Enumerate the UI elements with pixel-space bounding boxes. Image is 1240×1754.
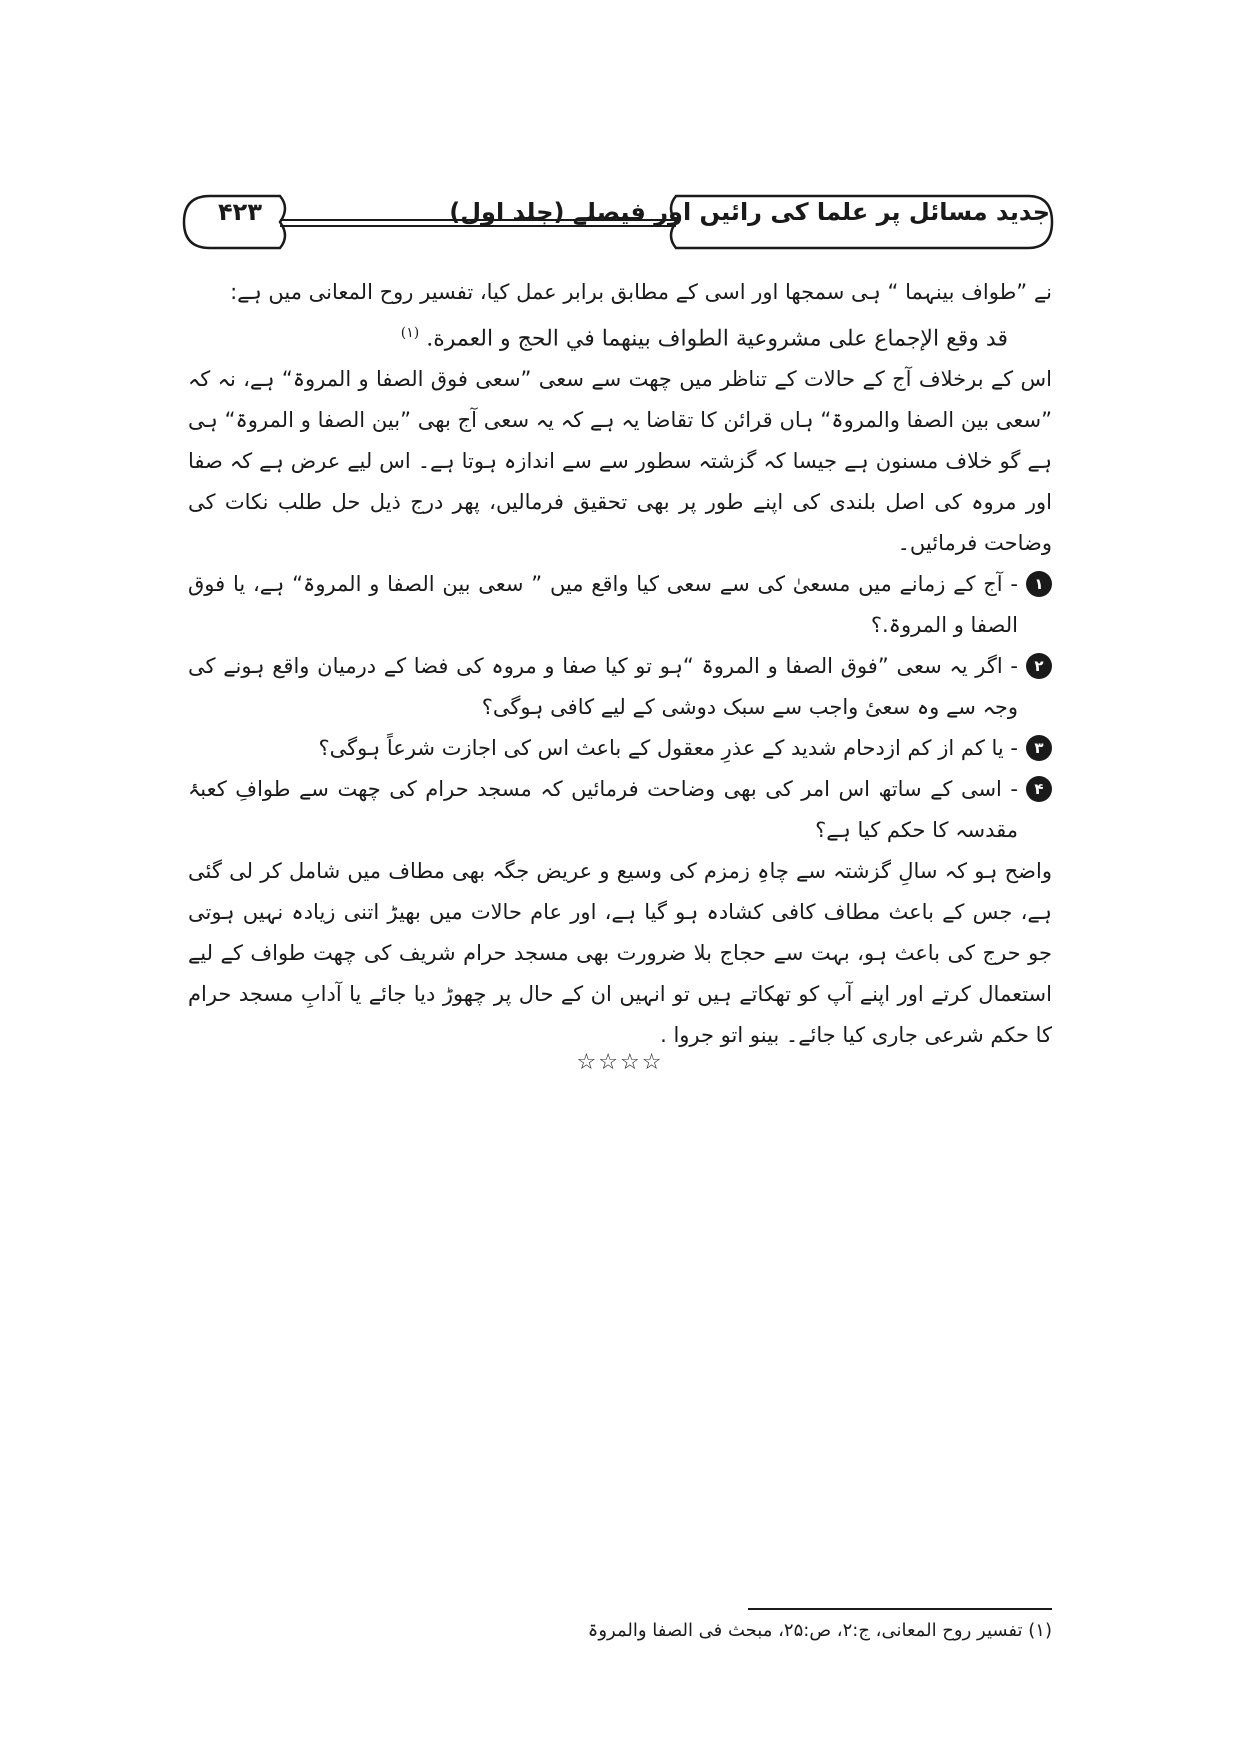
question-text: - آج کے زمانے میں مسعیٰ کی سے سعی کیا واقع میں ” سعی بین الصفا و المروۃ“ ہے، یا فوق الصفا و المروۃ.؟ xyxy=(188,572,1018,638)
question-text: - یا کم از کم ازدحام شدید کے عذرِ معقول کے باعث اس کی اجازت شرعاً ہوگی؟ xyxy=(318,736,1018,761)
question-number-badge: ۲ xyxy=(1026,653,1052,679)
intro-line: نے ”طواف بینہما “ ہی سمجھا اور اسی کے مطابق برابر عمل کیا، تفسیر روح المعانی میں ہے: xyxy=(230,280,1052,304)
main-text xyxy=(188,272,1052,1056)
paragraph-2: واضح ہو کہ سالِ گزشتہ سے چاہِ زمزم کی وسیع و عریض جگہ بھی مطاف میں شامل کر لی گئی ہے، جس کے باعث مطاف کافی کشادہ ہو گیا ہے، اور عام حالات میں بھیڑ اتنی زیادہ نہیں ہوتی جو حرج کی باعث ہو، بہت سے حجاج بلا ضرورت بھی مسجد حرام شریف کی چھت طواف کے لیے استعمال کرتے اور اپنے آپ کو تھکاتے ہیں تو انہیں ان کے حال پر چھوڑ دیا جائے یا آدابِ مسجد حرام کا حکم شرعی جاری کیا جائے۔ بینو اتو جروا . xyxy=(188,859,1052,1048)
question-3 xyxy=(188,728,1052,769)
footnote-reference: (۱) xyxy=(400,325,420,341)
question-2 xyxy=(188,646,1052,728)
arabic-quote xyxy=(188,313,1052,359)
page-number: ۴۲۳ xyxy=(218,198,262,226)
question-text: - اگر یہ سعی ”فوق الصفا و المروۃ “ہو تو کیا صفا و مروہ کی فضا کے درمیان واقع ہونے کی وجہ سے وہ سعیٔ واجب سے سبک دوشی کے لیے کافی ہوگی؟ xyxy=(188,654,1018,720)
question-1 xyxy=(188,564,1052,646)
footnote: (۱) تفسیر روح المعانی، ج:۲، ص:۲۵، مبحث فی الصفا والمروۃ xyxy=(587,1620,1052,1641)
question-4 xyxy=(188,769,1052,851)
question-text: - اسی کے ساتھ اس امر کی بھی وضاحت فرمائیں کہ مسجد حرام کی چھت سے طوافِ کعبۂ مقدسہ کا حکم کیا ہے؟ xyxy=(188,777,1018,843)
running-header-title: جدید مسائل پر علما کی رائیں اور فیصلے (جلد اول) xyxy=(449,198,1050,226)
question-number-badge: ۳ xyxy=(1026,735,1052,761)
arabic-quote-text: قد وقع الإجماع على مشروعية الطواف بينهما في الحج و العمرة. xyxy=(426,326,1008,352)
section-end-stars: ☆☆☆☆ xyxy=(576,1050,664,1075)
question-number-badge: ۴ xyxy=(1026,776,1052,802)
paragraph-1: اس کے برخلاف آج کے حالات کے تناظر میں چھت سے سعی ”سعی فوق الصفا و المروۃ“ ہے، نہ کہ ”سعی بین الصفا والمروۃ“ ہاں قرائن کا تقاضا یہ ہے کہ یہ سعی آج بھی ”بین الصفا و المروۃ“ ہی ہے گو خلاف مسنون ہے جیسا کہ گزشتہ سطور سے سے اندازہ ہوتا ہے۔ اس لیے عرض ہے کہ صفا اور مروہ کی اصل بلندی کی اپنے طور پر بھی تحقیق فرمالیں، پھر درج ذیل حل طلب نکات کی وضاحت فرمائیں۔ xyxy=(188,367,1052,556)
question-number-badge: ۱ xyxy=(1026,571,1052,597)
footnote-separator xyxy=(748,1608,1052,1610)
